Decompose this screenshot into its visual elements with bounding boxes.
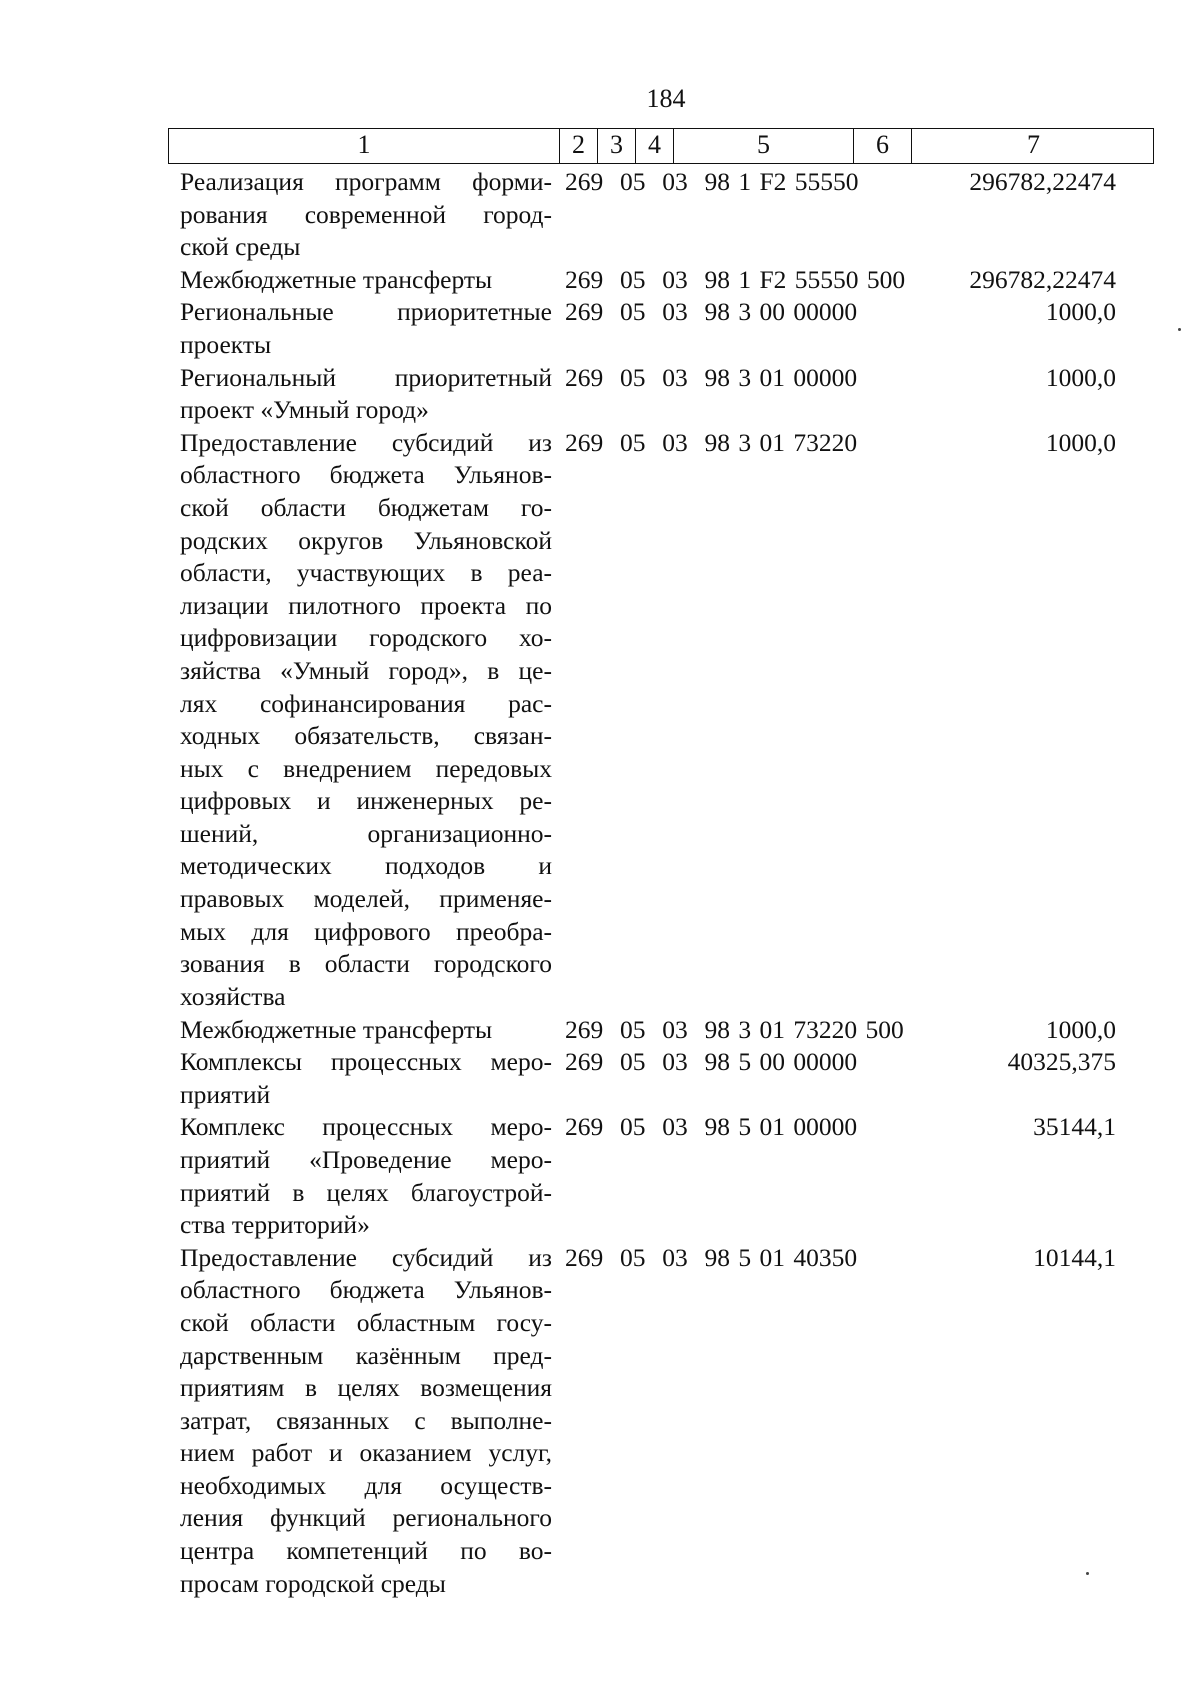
row-name-line: ления функций регионального <box>180 1503 552 1533</box>
row-name-line: правовых моделей, применяе- <box>180 884 552 914</box>
header-col-5: 5 <box>673 129 853 163</box>
row-name-line: дарственным казённым пред- <box>180 1340 552 1370</box>
header-col-7: 7 <box>911 129 1155 163</box>
table-row <box>0 1046 1200 1111</box>
row-name <box>180 1111 552 1241</box>
row-name-line: Межбюджетные трансферты <box>180 1014 493 1044</box>
row-name-line: ской области областным госу- <box>180 1307 552 1337</box>
row-amount: 35144,1 <box>1033 1112 1116 1142</box>
row-budget-code: 269 05 03 98 3 01 73220 <box>565 427 858 457</box>
row-name-line: зования в области городского <box>180 949 552 979</box>
row-budget-code: 269 05 03 98 3 01 73220 500 <box>565 1014 904 1044</box>
row-budget-code: 269 05 03 98 1 F2 55550 500 <box>565 264 906 294</box>
row-amount: 10144,1 <box>1033 1242 1116 1272</box>
row-name <box>180 264 552 297</box>
row-budget-code: 269 05 03 98 1 F2 55550 <box>565 167 859 196</box>
table-row <box>0 264 1200 297</box>
header-col-6: 6 <box>853 129 911 163</box>
row-name-line: области, участвующих в реа- <box>180 558 552 588</box>
row-name <box>180 362 552 427</box>
row-budget-code: 269 05 03 98 5 00 00000 <box>565 1047 858 1077</box>
row-amount: 1000,0 <box>1045 427 1116 457</box>
row-name-line: лизации пилотного проекта по <box>180 590 552 620</box>
table-header <box>168 128 1154 164</box>
row-name-line: ства территорий» <box>180 1210 370 1240</box>
row-name <box>180 427 552 1014</box>
row-name-line: лях софинансирования рас- <box>180 688 552 718</box>
row-name-line: ской среды <box>180 232 301 262</box>
header-col-4: 4 <box>635 129 673 163</box>
row-name-line: Реализация программ форми- <box>180 167 552 196</box>
row-name-line: цифровизации городского хо- <box>180 623 552 653</box>
row-name-line: зяйства «Умный город», в це- <box>180 655 552 685</box>
row-name-line: проект «Умный город» <box>180 395 429 425</box>
row-budget-code: 269 05 03 98 3 01 00000 <box>565 362 858 392</box>
row-name-line: центра компетенций по во- <box>180 1536 552 1566</box>
table-row <box>0 1014 1200 1047</box>
row-name-line: необходимых для осуществ- <box>180 1470 552 1500</box>
row-name-line: хозяйства <box>180 981 286 1011</box>
row-name-line: методических подходов и <box>180 851 552 881</box>
page-number: 184 <box>646 84 686 113</box>
row-name-line: Предоставление субсидий из <box>180 1242 552 1272</box>
row-name-line: Межбюджетные трансферты <box>180 264 493 294</box>
scan-speck <box>1178 328 1181 331</box>
table-row <box>0 427 1200 1014</box>
row-name-line: затрат, связанных с выполне- <box>180 1405 552 1435</box>
row-budget-code: 269 05 03 98 3 00 00000 <box>565 297 858 327</box>
table-row <box>0 1242 1200 1601</box>
row-name-line: шений, организационно- <box>180 818 552 848</box>
table-row <box>0 166 1200 264</box>
row-name <box>180 166 552 264</box>
row-name-line: просам городской среды <box>180 1568 446 1598</box>
row-name <box>180 296 552 361</box>
row-name-line: ходных обязательств, связан- <box>180 721 552 751</box>
header-col-1: 1 <box>357 130 371 159</box>
row-amount: 296782,22474 <box>969 264 1116 294</box>
row-name-line: родских округов Ульяновской <box>180 525 552 555</box>
row-name-line: Региональный приоритетный <box>180 362 552 392</box>
table-body <box>0 166 1200 1600</box>
table-row <box>0 1111 1200 1241</box>
row-amount: 40325,375 <box>1007 1047 1116 1077</box>
row-name-line: приятий <box>180 1079 271 1109</box>
row-name-line: приятиям в целях возмещения <box>180 1373 552 1403</box>
row-name-line: приятий «Проведение меро- <box>180 1144 552 1174</box>
row-name-line: нием работ и оказанием услуг, <box>180 1438 552 1468</box>
row-name-line: областного бюджета Ульянов- <box>180 1275 552 1305</box>
row-budget-code: 269 05 03 98 5 01 00000 <box>565 1112 858 1142</box>
row-name-line: рования современной город- <box>180 199 552 229</box>
row-name-line: областного бюджета Ульянов- <box>180 460 552 490</box>
row-name-line: ской области бюджетам го- <box>180 492 552 522</box>
row-name-line: Региональные приоритетные <box>180 297 552 327</box>
row-name <box>180 1014 552 1047</box>
row-amount: 1000,0 <box>1045 297 1116 327</box>
scan-speck <box>1086 1572 1089 1575</box>
header-col-3: 3 <box>597 129 635 163</box>
row-name-line: проекты <box>180 329 272 359</box>
header-col-2: 2 <box>559 129 597 163</box>
row-name-line: мых для цифрового преобра- <box>180 916 552 946</box>
row-amount: 296782,22474 <box>969 167 1116 196</box>
table-row <box>0 296 1200 361</box>
table-row <box>0 362 1200 427</box>
row-amount: 1000,0 <box>1045 362 1116 392</box>
row-name-line: Предоставление субсидий из <box>180 427 552 457</box>
row-name-line: Комплексы процессных меро- <box>180 1047 552 1077</box>
row-amount: 1000,0 <box>1045 1014 1116 1044</box>
row-budget-code: 269 05 03 98 5 01 40350 <box>565 1242 858 1272</box>
row-name-line: Комплекс процессных меро- <box>180 1112 552 1142</box>
row-name-line: приятий в целях благоустрой- <box>180 1177 552 1207</box>
row-name <box>180 1242 552 1601</box>
row-name-line: цифровых и инженерных ре- <box>180 786 552 816</box>
row-name-line: ных с внедрением передовых <box>180 753 552 783</box>
row-name <box>180 1046 552 1111</box>
